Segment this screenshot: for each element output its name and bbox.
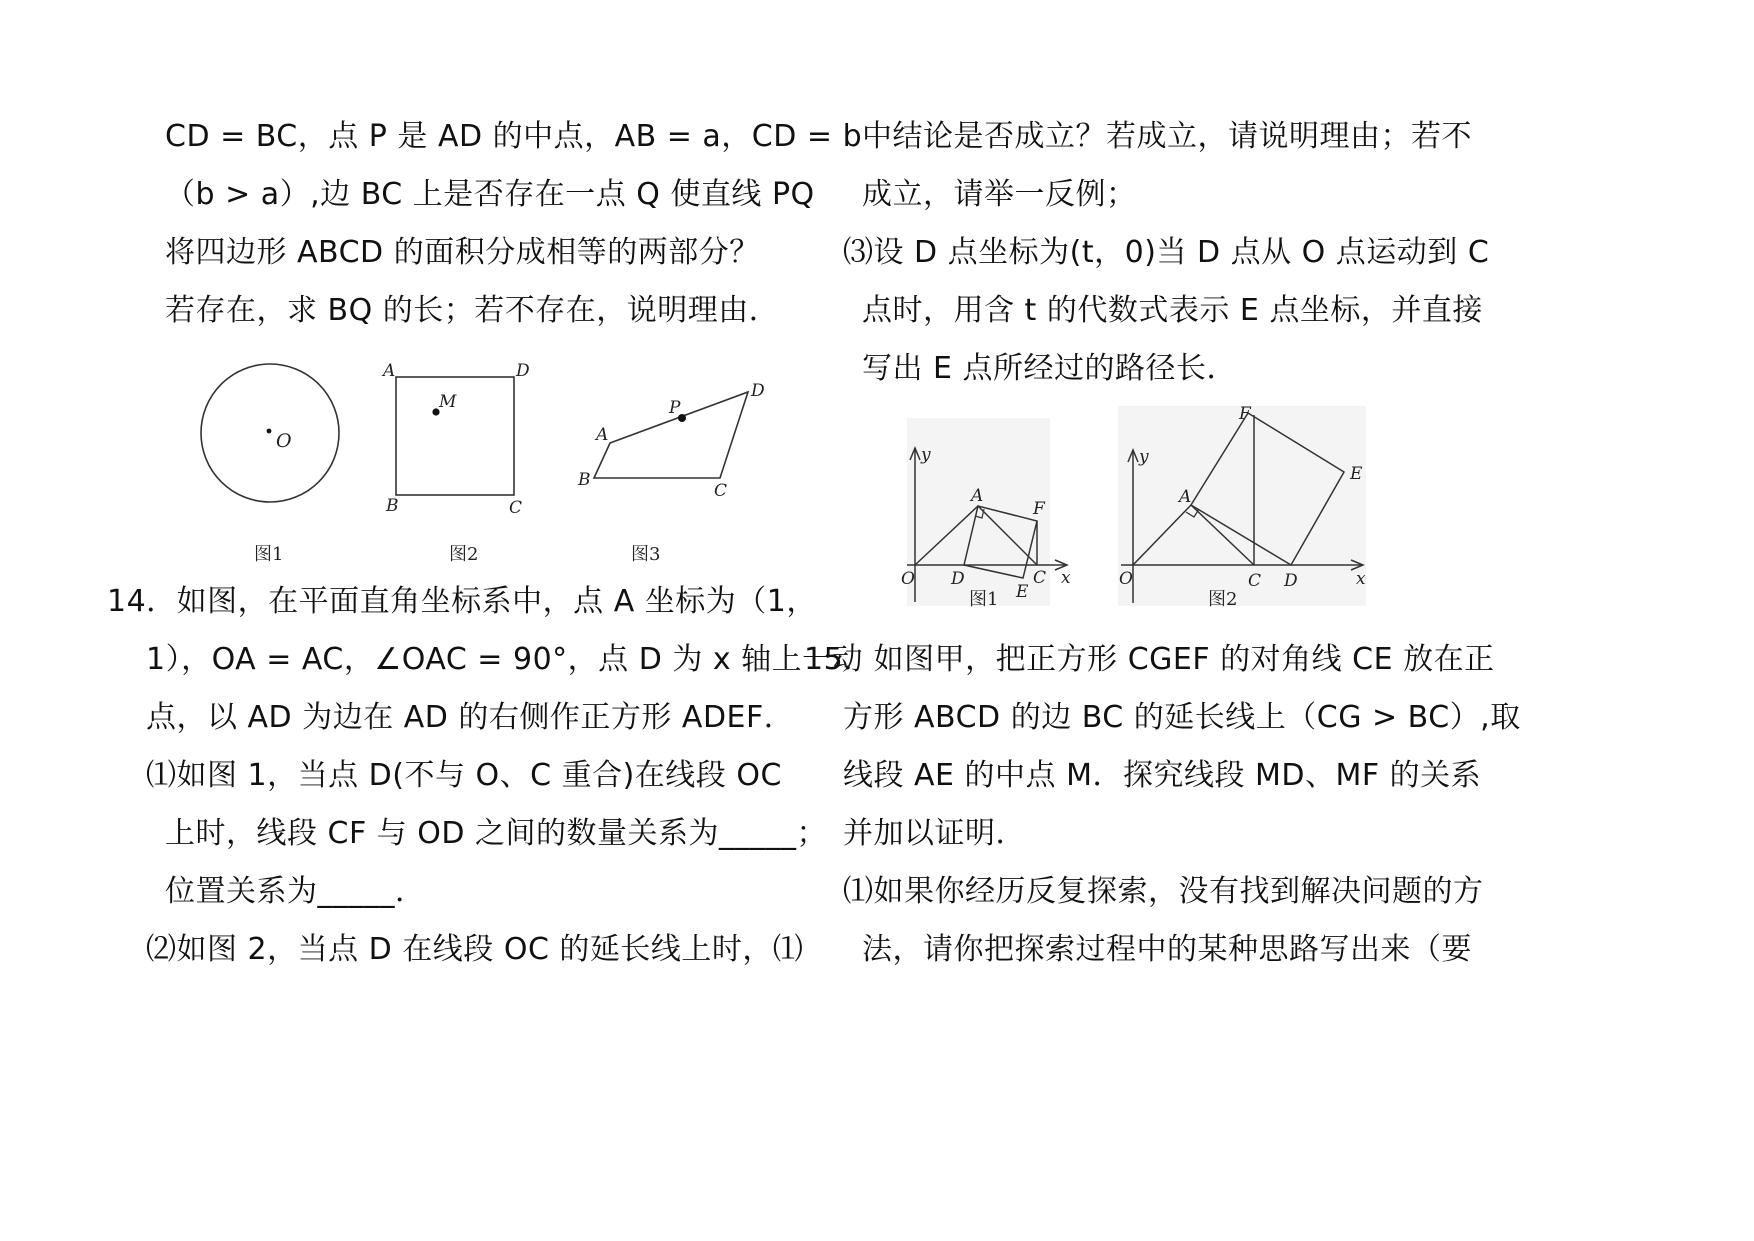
q13-figure-3-quadrilateral — [570, 370, 780, 500]
q13-figure-1-circle — [190, 355, 350, 515]
label-a: A — [596, 425, 609, 445]
label-d: D — [1284, 571, 1298, 591]
q14-cont-line-5: 写出 E 点所经过的路径长． — [862, 351, 1238, 386]
label-e: E — [1350, 464, 1363, 484]
q13-line-2: （b > a）,边 BC 上是否存在一点 Q 使直线 PQ — [165, 177, 815, 212]
label-d: D — [516, 361, 530, 381]
label-c: C — [1033, 568, 1047, 588]
q14-cont-line-2: 成立，请举一反例； — [862, 177, 1137, 212]
label-a: A — [1179, 487, 1192, 507]
q14-line-5: 上时，线段 CF 与 OD 之间的数量关系为_____； — [165, 816, 828, 851]
label-m: M — [439, 392, 457, 412]
q14-figure-1-diagram — [895, 408, 1085, 608]
q15-line-6: 法，请你把探索过程中的某种思路写出来（要 — [862, 932, 1472, 967]
q14-line-1: 14．如图，在平面直角坐标系中，点 A 坐标为（1， — [107, 584, 817, 619]
q15-line-2: 方形 ABCD 的边 BC 的延长线上（CG > BC）,取 — [843, 700, 1521, 735]
label-p: P — [669, 398, 681, 418]
label-x: x — [1356, 569, 1366, 589]
q14-figure-2-diagram — [1113, 400, 1373, 610]
q14-cont-line-1: 中结论是否成立？若成立，请说明理由；若不 — [862, 119, 1472, 154]
q13-figure-3-caption: 图3 — [631, 544, 661, 565]
q14-line-7: ⑵如图 2，当点 D 在线段 OC 的延长线上时，⑴ — [146, 932, 804, 967]
q13-line-1: CD = BC，点 P 是 AD 的中点，AB = a，CD = b — [165, 119, 863, 154]
label-d: D — [951, 569, 965, 589]
label-e: E — [1016, 582, 1029, 602]
label-o: O — [276, 430, 292, 452]
label-x: x — [1061, 568, 1071, 588]
q15-line-4: 并加以证明． — [843, 816, 1026, 851]
label-b: B — [578, 470, 591, 490]
q13-figure-2-caption: 图2 — [449, 544, 479, 565]
label-o: O — [1119, 569, 1133, 589]
label-c: C — [714, 481, 728, 501]
q14-line-6: 位置关系为_____． — [165, 874, 426, 909]
label-d: D — [751, 381, 765, 401]
label-f: F — [1239, 404, 1251, 424]
q14-figure-2-caption: 图2 — [1208, 589, 1238, 610]
q13-line-4: 若存在，求 BQ 的长；若不存在，说明理由． — [165, 293, 780, 328]
label-f: F — [1033, 499, 1045, 519]
label-y: y — [1139, 447, 1149, 467]
label-y: y — [921, 445, 931, 465]
q14-cont-line-3: ⑶设 D 点坐标为(t，0)当 D 点从 O 点运动到 C — [843, 235, 1490, 270]
q13-line-3: 将四边形 ABCD 的面积分成相等的两部分？ — [165, 235, 760, 270]
q14-line-3: 点，以 AD 为边在 AD 的右侧作正方形 ADEF． — [146, 700, 795, 735]
label-o: O — [901, 569, 915, 589]
label-b: B — [386, 496, 399, 516]
q15-line-1: 15．如图甲，把正方形 CGEF 的对角线 CE 放在正 — [804, 642, 1495, 677]
q13-figure-2-square — [378, 358, 538, 518]
label-a: A — [383, 361, 396, 381]
q15-line-5: ⑴如果你经历反复探索，没有找到解决问题的方 — [843, 874, 1484, 909]
q14-line-4: ⑴如图 1，当点 D(不与 O、C 重合)在线段 OC — [146, 758, 782, 793]
q13-figure-1-caption: 图1 — [254, 544, 284, 565]
q14-figure-1-caption: 图1 — [969, 589, 999, 610]
label-c: C — [509, 498, 523, 518]
q14-line-2: 1），OA = AC，∠OAC = 90°，点 D 为 x 轴上一动 — [146, 642, 864, 677]
label-a: A — [971, 486, 984, 506]
q14-cont-line-4: 点时，用含 t 的代数式表示 E 点坐标，并直接 — [862, 293, 1483, 328]
label-c: C — [1248, 571, 1262, 591]
q15-line-3: 线段 AE 的中点 M．探究线段 MD、MF 的关系 — [843, 758, 1482, 793]
